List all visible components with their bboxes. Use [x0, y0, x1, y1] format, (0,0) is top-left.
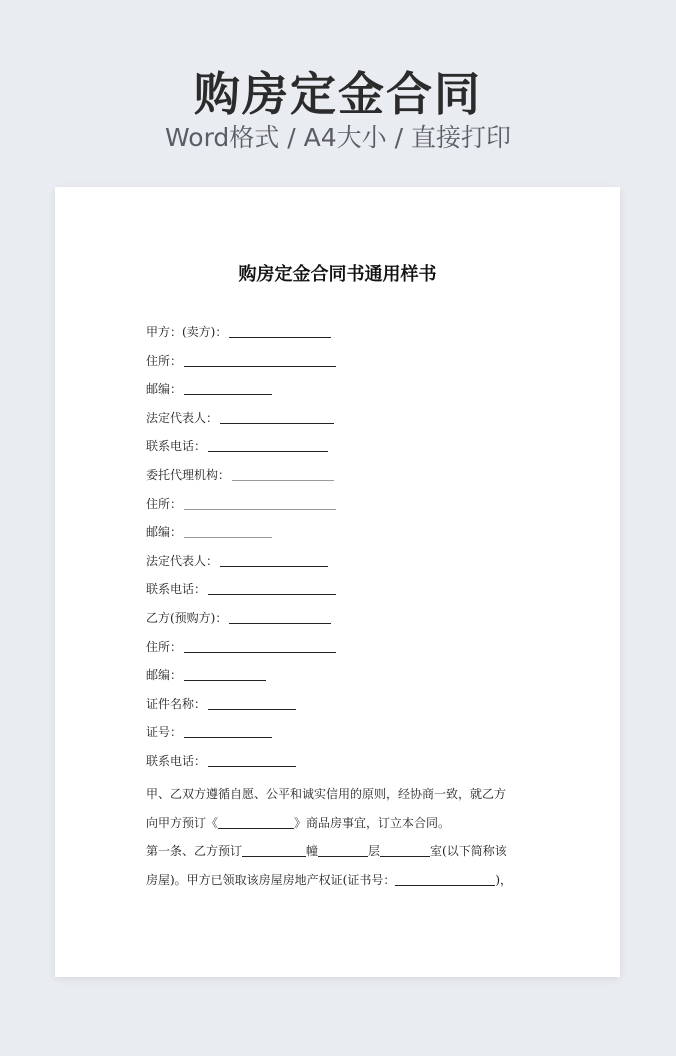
text-segment: 层	[368, 844, 381, 859]
document-title: 购房定金合同书通用样书	[238, 264, 437, 285]
fill-blank	[184, 670, 266, 681]
field-label: 法定代表人：	[146, 553, 219, 568]
fill-blank	[184, 499, 336, 510]
fill-blank	[229, 327, 331, 338]
field-phone	[146, 432, 546, 461]
field-label: 住所：	[146, 496, 183, 511]
text-segment: 房屋)。甲方已领取该房屋房地产权证(证书号：	[146, 872, 396, 887]
fill-blank	[220, 413, 334, 424]
field-phone	[146, 747, 546, 776]
paragraph-line	[146, 866, 536, 895]
text-segment: 甲、乙双方遵循自愿、公平和诚实信用的原则，经协商一致，就乙方	[146, 787, 507, 801]
fill-blank	[318, 846, 368, 857]
fill-blank	[218, 818, 294, 829]
banner-subtitle: Word格式 / A4大小 / 直接打印	[165, 123, 511, 152]
field-postcode	[146, 518, 546, 547]
field-label: 乙方(预购方)：	[146, 610, 228, 625]
field-id-number	[146, 718, 546, 747]
banner-title: 购房定金合同	[194, 67, 482, 121]
field-label: 邮编：	[146, 382, 183, 397]
field-label: 住所：	[146, 353, 183, 368]
fill-blank	[380, 846, 430, 857]
field-party-b	[146, 604, 546, 633]
field-label: 邮编：	[146, 525, 183, 540]
field-label: 联系电话：	[146, 439, 207, 454]
fill-blank	[220, 556, 328, 567]
fill-blank	[184, 642, 336, 653]
text-segment: 向甲方预订《	[146, 815, 219, 830]
text-segment: 室(以下简称该	[430, 844, 507, 859]
text-segment: 第一条、乙方预订	[146, 844, 243, 859]
paragraph-line	[146, 837, 536, 866]
field-label: 委托代理机构：	[146, 467, 231, 482]
fill-blank	[229, 613, 331, 624]
field-address	[146, 490, 546, 519]
field-legal-rep	[146, 404, 546, 433]
paragraph-line	[146, 780, 536, 809]
field-postcode	[146, 661, 546, 690]
field-label: 证件名称：	[146, 696, 207, 711]
fill-blank	[208, 584, 336, 595]
party-fields	[146, 318, 546, 776]
fill-blank	[184, 727, 272, 738]
fill-blank	[232, 470, 334, 481]
text-segment: 幢	[306, 844, 319, 859]
field-party-a	[146, 318, 546, 347]
field-label: 联系电话：	[146, 753, 207, 768]
fill-blank	[395, 875, 495, 886]
field-id-type	[146, 690, 546, 719]
field-label: 邮编：	[146, 668, 183, 683]
contract-body	[146, 780, 536, 894]
field-label: 住所：	[146, 639, 183, 654]
field-label: 甲方：(卖方)：	[146, 325, 228, 339]
field-label: 法定代表人：	[146, 410, 219, 425]
fill-blank	[184, 356, 336, 367]
fill-blank	[208, 441, 328, 452]
field-address	[146, 347, 546, 376]
fill-blank	[184, 384, 272, 395]
field-postcode	[146, 375, 546, 404]
fill-blank	[208, 756, 296, 767]
text-segment: )，	[495, 872, 513, 887]
fill-blank	[242, 846, 306, 857]
field-label: 联系电话：	[146, 582, 207, 597]
field-legal-rep	[146, 547, 546, 576]
fill-blank	[184, 527, 272, 538]
field-agency	[146, 461, 546, 490]
field-address	[146, 633, 546, 662]
document-page	[55, 187, 620, 977]
paragraph-line	[146, 809, 536, 838]
fill-blank	[208, 699, 296, 710]
field-label: 证号：	[146, 725, 183, 740]
text-segment: 》商品房事宜，订立本合同。	[294, 815, 451, 830]
field-phone	[146, 575, 546, 604]
